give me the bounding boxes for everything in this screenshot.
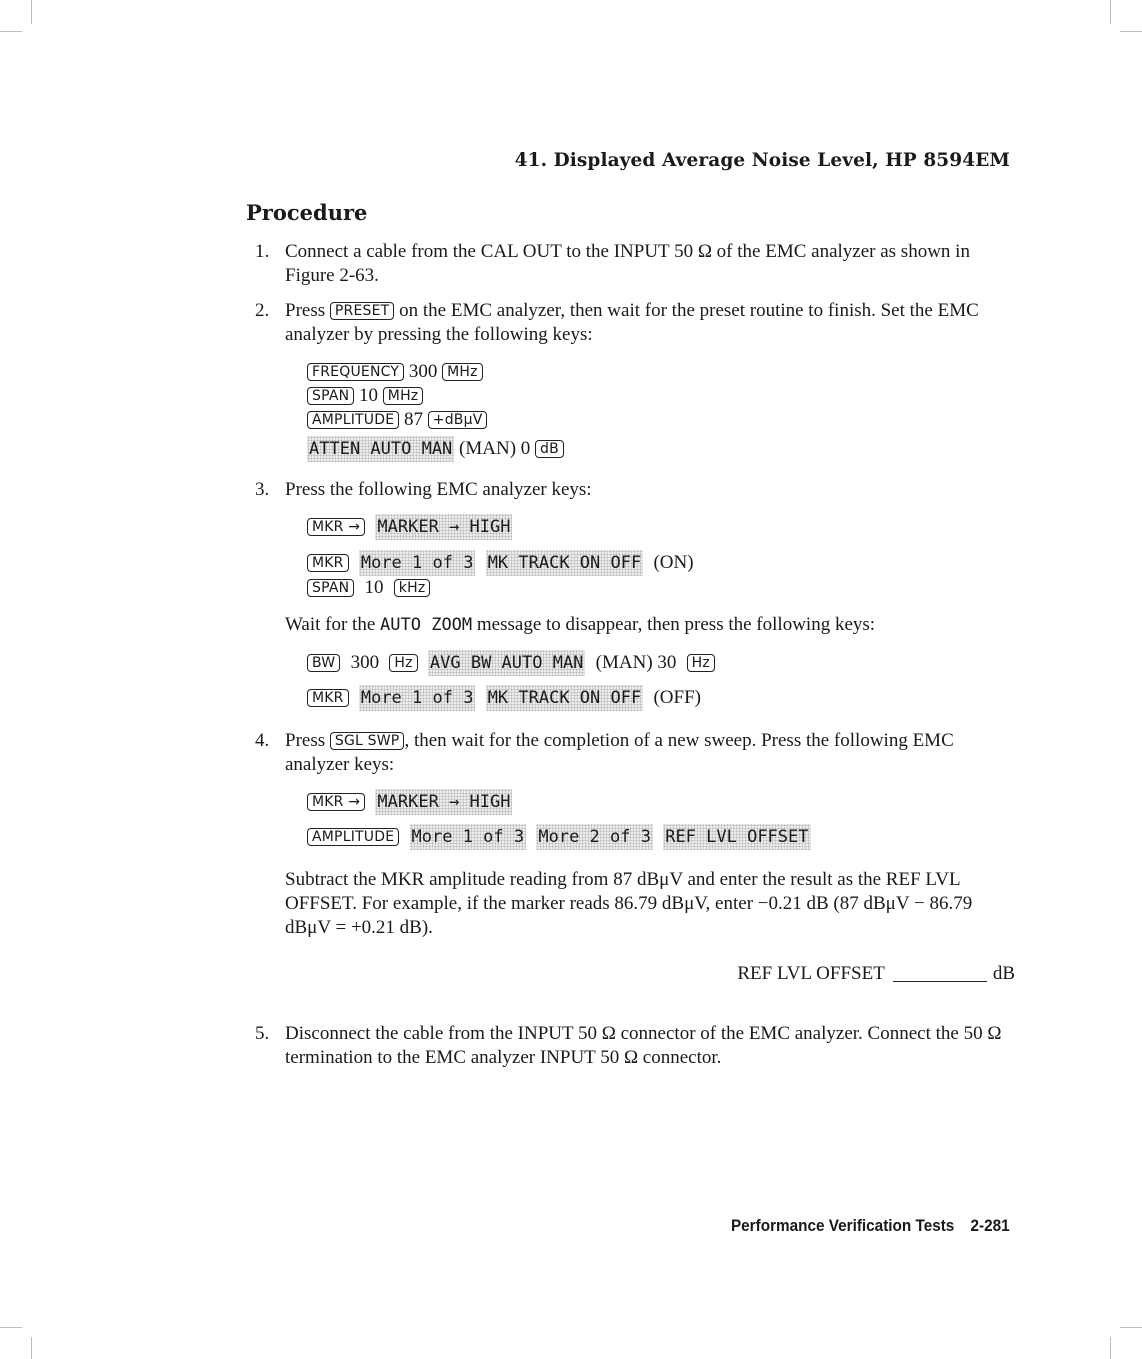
more-2-of-3-softkey[interactable]: More 2 of 3 [536,824,653,850]
step-2 [255,299,1015,460]
key-row [307,820,1015,855]
step-text: Disconnect the cable from the INPUT 50 Ω connector of the EMC analyzer. Connect the 50 Ω termination to the EMC analyzer INPUT 50 Ω connector. [285,1023,1002,1068]
fill-blank[interactable] [893,963,987,982]
wait-instruction [285,613,1015,637]
preset-key[interactable]: PRESET [330,302,395,320]
step-text-post: , then wait for the completion of a new sweep. Press the following EMC analyzer keys: [285,730,954,775]
key-row [307,510,1015,545]
wait-text-post: message to disappear, then press the following keys: [476,614,876,635]
step-text: Connect a cable from the CAL OUT to the INPUT 50 Ω of the EMC analyzer as shown in Figure 2-63. [285,241,970,286]
key-row [307,785,1015,820]
crop-mark [31,0,32,24]
key-sequence [307,785,1015,855]
key-row [307,360,1015,384]
crop-mark [0,31,22,32]
marker-high-softkey[interactable]: MARKER → HIGH [375,514,512,540]
fill-unit: dB [992,963,1015,984]
hz-key[interactable]: Hz [389,654,417,672]
step-4 [255,729,1015,986]
ref-lvl-offset-softkey[interactable]: REF LVL OFFSET [663,824,810,850]
mkr-arrow-key[interactable]: MKR → [307,793,365,811]
key-value: 10 [364,577,384,598]
key-value: (MAN) 0 [459,438,531,459]
crop-mark [1120,31,1142,32]
step-number: 5. [255,1023,270,1044]
running-head: 41. Displayed Average Noise Level, HP 8594EM [514,150,1010,171]
sgl-swp-key[interactable]: SGL SWP [330,732,405,750]
mhz-key[interactable]: MHz [442,363,483,381]
atten-auto-man-softkey[interactable]: ATTEN AUTO MAN [307,436,454,462]
step-number: 4. [255,730,270,751]
key-sequence [307,360,1015,460]
section-title: Procedure [246,200,368,225]
amplitude-key[interactable]: AMPLITUDE [307,828,399,846]
crop-mark [1120,1327,1142,1328]
key-row [307,680,1015,715]
procedure-list [255,240,1015,1070]
step-text: Press the following EMC analyzer keys: [285,479,592,500]
step-text-pre: Press [285,300,326,321]
frequency-key[interactable]: FREQUENCY [307,363,404,381]
auto-zoom-message: AUTO ZOOM [380,615,473,635]
mkr-arrow-key[interactable]: MKR → [307,518,365,536]
wait-text-pre: Wait for the [285,614,376,635]
db-key[interactable]: dB [535,440,564,458]
mkr-key[interactable]: MKR [307,554,349,572]
crop-mark [0,1327,22,1328]
step-number: 3. [255,479,270,500]
step-3 [255,478,1015,715]
crop-mark [31,1337,32,1359]
step-text [285,299,1015,347]
step-number: 2. [255,300,270,321]
step-1 [255,240,1015,288]
marker-high-softkey[interactable]: MARKER → HIGH [375,789,512,815]
key-value: 300 [408,361,438,382]
key-row [307,436,1015,460]
step-text [285,729,1015,777]
key-sequence [307,645,1015,715]
page-footer [731,1216,1010,1236]
mk-track-softkey[interactable]: MK TRACK ON OFF [486,685,644,711]
more-1-of-3-softkey[interactable]: More 1 of 3 [359,685,476,711]
mkr-key[interactable]: MKR [307,689,349,707]
page-number: 2-281 [970,1216,1010,1235]
hz-key[interactable]: Hz [687,654,715,672]
more-1-of-3-softkey[interactable]: More 1 of 3 [410,824,527,850]
key-value: (OFF) [653,687,701,708]
crop-mark [1110,1337,1111,1359]
bw-key[interactable]: BW [307,654,340,672]
key-row [307,384,1015,408]
more-1-of-3-softkey[interactable]: More 1 of 3 [359,550,476,576]
step-text-post: on the EMC analyzer, then wait for the preset routine to finish. Set the EMC analyzer by pressing the following keys: [285,300,979,345]
avg-bw-softkey[interactable]: AVG BW AUTO MAN [428,650,586,676]
mhz-key[interactable]: MHz [383,387,424,405]
key-value: 300 [350,652,380,673]
key-row [307,408,1015,432]
key-value: (ON) [653,552,694,573]
crop-mark [1110,0,1111,24]
amplitude-key[interactable]: AMPLITUDE [307,411,399,429]
step-5 [255,1022,1015,1070]
span-key[interactable]: SPAN [307,387,354,405]
key-value: 87 [404,409,424,430]
footer-section: Performance Verification Tests [731,1216,955,1235]
key-row [307,645,1015,680]
key-sequence [307,510,1015,600]
ref-lvl-offset-entry [285,962,1015,986]
span-key[interactable]: SPAN [307,579,354,597]
offset-instruction: Subtract the MKR amplitude reading from 87 dBμV and enter the result as the REF LVL OFFSET. For example, if the marker reads 86.79 dBμV, enter −0.21 dB (87 dBμV − 86.79 dBμV = +0.21 dB). [285,869,973,938]
mk-track-softkey[interactable]: MK TRACK ON OFF [486,550,644,576]
dbuv-key[interactable]: +dBμV [428,411,488,429]
step-text-pre: Press [285,730,326,751]
khz-key[interactable]: kHz [394,579,431,597]
fill-label: REF LVL OFFSET [737,963,885,984]
key-value: 10 [359,385,379,406]
step-number: 1. [255,241,270,262]
key-row [307,545,1015,580]
key-value: (MAN) 30 [595,652,677,673]
